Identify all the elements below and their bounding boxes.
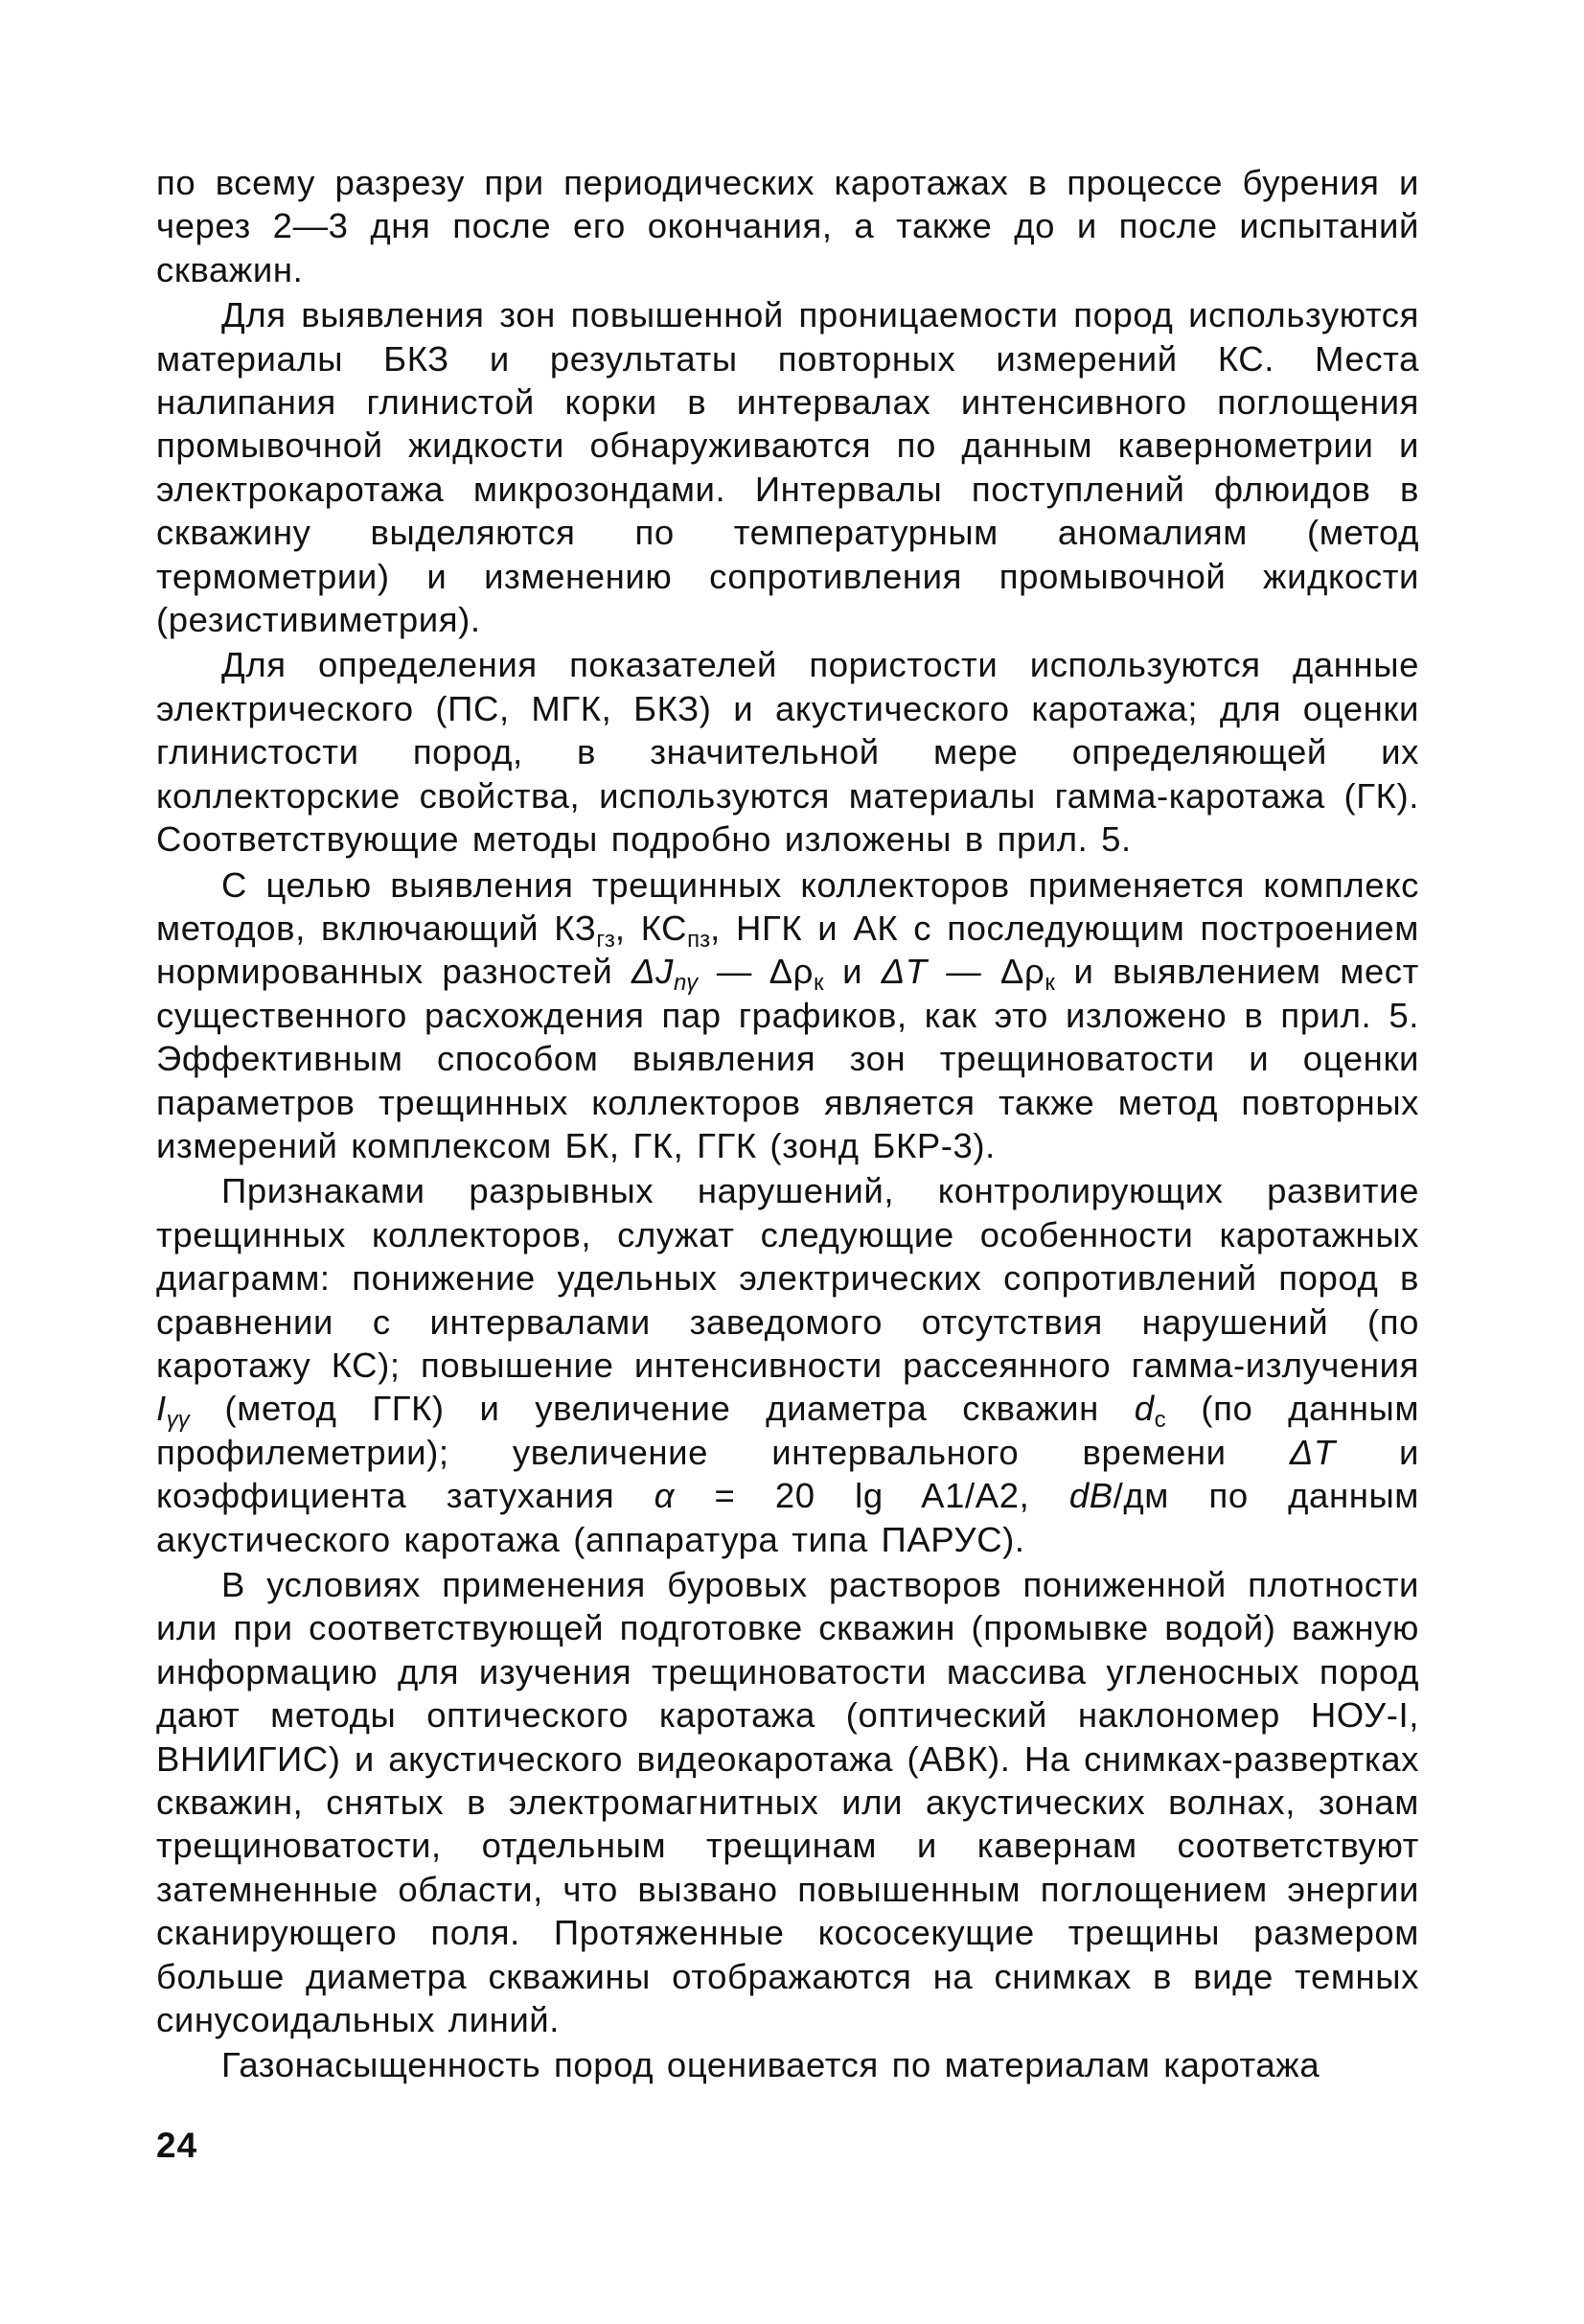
text-segment: — Δρ — [698, 952, 814, 992]
text-segment: , КС — [614, 908, 688, 948]
formula-symbol: ΔT — [1289, 1432, 1336, 1472]
paragraph-continuation: по всему разрезу при периодических каротажах в процессе бурения и через 2—3 дня после его окончания, а также до и после испытаний скважин. — [156, 163, 1419, 289]
paragraph-porosity: Для определения показателей пористости используются данные электрического (ПС, МГК, БКЗ) и акустического каротажа; для оценки глинистости пород, в значительной мере определяющей их коллекторские свойства, используются материалы гамма-каротажа (ГК). Соответствующие методы подробно изложены в прил. 5. — [156, 645, 1419, 860]
text-segment: = 20 lg A1/A2, — [675, 1476, 1069, 1516]
text-segment: Признаками разрывных нарушений, контролирующих развитие трещинных коллекторов, служат следующие особенности каротажных диаграмм: понижение удельных электрических сопротивлений пород в сравнении с интервалами заведомого отсутствия нарушений (по каротажу КС); повышение интенсивности рассеянного гамма-излучения — [156, 1171, 1419, 1385]
paragraph-optical-logging: В условиях применения буровых растворов пониженной плотности или при соответствующей подготовке скважин (промывке водой) важную информацию для изучения трещиноватости массива угленосных пород дают методы оптического каротажа (оптический наклономер НОУ-I, ВНИИГИС) и акустического видеокаротажа (АВК). На снимках-развертках скважин, снятых в электромагнитных или акустических волнах, зонам трещиноватости, отдельным трещинам и кавернам соответствуют затемненные области, что вызвано повышенным поглощением энергии сканирующего поля. Протяженные кососекущие трещины размером больше диаметра скважины отображаются на снимках в виде темных синусоидальных линий. — [156, 1565, 1419, 2040]
formula-symbol: ΔT — [881, 952, 928, 992]
subscript: γγ — [166, 1407, 190, 1434]
paragraph-fracture-collectors — [156, 863, 1419, 1168]
formula-symbol: dB — [1068, 1476, 1113, 1516]
text-segment: (метод ГГК) и увеличение диаметра скважин — [189, 1389, 1135, 1429]
text-segment: , НГК и АК с последующим построением нормированных разностей — [156, 908, 1419, 992]
subscript: c — [1154, 1407, 1166, 1434]
subscript: к — [813, 970, 824, 997]
formula-symbol: α — [654, 1476, 676, 1516]
subscript: пз — [687, 926, 711, 953]
text-segment: и коэффициента затухания — [156, 1432, 1419, 1516]
paragraph-permeability-zones: Для выявления зон повышенной проницаемости пород используются материалы БКЗ и результаты повторных измерений КС. Места налипания глинистой корки в интервалах интенсивного поглощения промывочной жидкости обнаруживаются по данным кавернометрии и электрокаротажа микрозондами. Интервалы поступлений флюидов в скважину выделяются по температурным аномалиям (метод термометрии) и изменению сопротивления промывочной жидкости (резистивиметрия). — [156, 295, 1419, 640]
page-number: 24 — [156, 2126, 198, 2165]
text-segment: (по данным профилеметрии); увеличение интервального времени — [156, 1389, 1420, 1472]
text-segment: /дм по данным акустического каротажа (аппаратура типа ПАРУС). — [156, 1476, 1419, 1559]
formula-symbol: I — [156, 1389, 167, 1429]
paragraph-fault-signs — [156, 1169, 1419, 1561]
subscript: гз — [596, 926, 615, 953]
paragraph-gas-saturation: Газонасыщенность пород оценивается по материалам каротажа — [221, 2045, 1320, 2085]
page-body — [156, 161, 1419, 2087]
subscript: nγ — [673, 970, 699, 997]
text-segment: С целью выявления трещинных коллекторов применяется комплекс методов, включающий КЗ — [156, 864, 1419, 948]
formula-symbol: d — [1134, 1389, 1155, 1429]
subscript: к — [1045, 970, 1055, 997]
text-segment: и — [823, 952, 882, 992]
text-segment: — Δρ — [927, 952, 1045, 992]
formula-symbol: ΔJ — [631, 952, 674, 992]
text-segment: и выявлением мест существенного расхождения пар графиков, как это изложено в прил. 5. Эффективным способом выявления зон трещиноватости и оценки параметров трещинных коллекторов является также метод повторных измерений комплексом БК, ГК, ГГК (зонд БКР-3). — [156, 952, 1419, 1165]
